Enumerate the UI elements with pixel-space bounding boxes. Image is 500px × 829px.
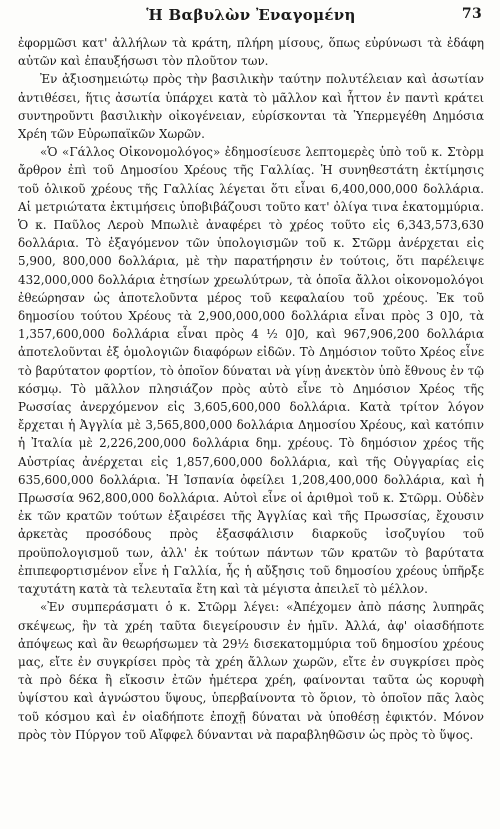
running-header bbox=[18, 6, 484, 26]
body-text bbox=[18, 34, 484, 744]
paragraph: Ἐν ἀξιοσημειώτῳ πρὸς τὴν βασιλικὴν ταύτην πολυτέλειαν καὶ ἀσωτίαν ἀντιθέσει, ἥτις ἀσωτία ὑπάρχει κατὰ τὸ μᾶλλον καὶ ἧττον ἐν παντὶ κράτει συντηροῦντι βασιλικὴν οἰκογένειαν, εὑρίσκονται τὰ Ὑπερμεγέθη Δημόσια Χρέη τῶν Εὐρωπαϊκῶν Χωρῶν. bbox=[18, 72, 484, 142]
running-title: Ἡ Βαβυλὼν Ἐναγομένη bbox=[146, 6, 356, 24]
paragraph-continuation: ἐφορμῶσι κατ' ἀλλήλων τὰ κράτη, πλήρη μίσους, ὅπως εὐρύνωσι τὰ ἐδάφη αὐτῶν καὶ ἐπαυξήσωσι τὸν πλοῦτον των. bbox=[18, 36, 484, 69]
paragraph-conclusion: «Ἐν συμπεράσματι ὁ κ. Στῶρμ λέγει: «Ἀπέχομεν ἀπὸ πάσης λυπηρᾶς σκέψεως, ἣν τὰ χρέη ταῦτα διεγείρουσιν ἐν ἡμῖν. Ἀλλά, ἀφ' οἱασδήποτε ἀπόψεως καὶ ἂν θεωρήσωμεν τὰ 29½ δισεκατομμύρια τοῦ δημοσίου χρέους μας, εἴτε ἐν συγκρίσει πρὸς τὰ χρέη ἄλλων χωρῶν, εἴτε ἐν συγκρίσει πρὸς τὰ πρὸ δέκα ἢ εἴκοσιν ἐτῶν ἡμέτερα χρέη, φαίνονται ταῦτα ὡς κορυφὴ ὑψίστου καὶ ἀγνώστου ὕψους, ὑπερβαίνοντα τὸ ὅριον, τὸ ὁποῖον πᾶς λαὸς τοῦ κόσμου καὶ ἐν οἱαδήποτε ἐποχῇ δύναται νὰ ὑποθέσῃ ἐφικτόν. Μόνον πρὸς τὸν Πύργον τοῦ Αἴφφελ δύνανται νὰ παραβληθῶσιν ὡς πρὸς τὸ ὕψος. bbox=[18, 600, 484, 742]
page-number: 73 bbox=[461, 6, 482, 22]
paragraph-quote: «Ὁ «Γάλλος Οἰκονομολόγος» ἐδημοσίευσε λεπτομερὲς ὑπὸ τοῦ κ. Στὸρμ ἄρθρον ἐπὶ τοῦ Δημοσίου Χρέους τῆς Γαλλίας. Ἡ συνηθεστάτη ἐκτίμησις τοῦ ὁλικοῦ χρέους τῆς Γαλλίας λέγεται ὅτι εἶναι 6,400,000,000 δολλάρια. Αἱ μετριώτατα ἐκτιμήσεις ὑποβιβάζουσι τοῦτο κατ' ὀλίγα τινα ἑκατομμύρια. Ὁ κ. Παῦλος Λεροὺ Μπωλιὲ ἀναφέρει τὸ χρέος τοῦτο εἰς 6,343,573,630 δολλάρια. Τὸ ἐξαγόμενον τῶν ὑπολογισμῶν τοῦ κ. Στῶρμ ἀνέρχεται εἰς 5,900, 800,000 δολλάρια, μὲ τὴν παρατήρησιν ἐν τούτοις, ὅτι παρέλειψε 432,000,000 δολλάρια ἐτησίων χρεωλύτρων, τὰ ὁποῖα ἄλλοι οἰκονομολόγοι ἐθεώρησαν ὡς ἀποτελοῦντα μέρος τοῦ κεφαλαίου τοῦ χρέους. Ἐκ τοῦ δημοσίου τούτου Χρέους τὰ 2,900,000,000 δολλάρια εἶναι πρὸς 3 0]0, τὰ 1,357,600,000 δολλάρια εἶναι πρὸς 4 ½ 0]0, καὶ 967,906,200 δολλάρια ἀποτελοῦνται ἐξ ὁμολογιῶν διαφόρων εἰδῶν. Τὸ Δημόσιον τοῦτο Χρέος εἶνε τὸ βαρύτατον φορτίον, τὸ ὁποῖον δύναται νὰ γίνῃ ἀνεκτὸν ὑπὸ ἔθνους ἐν τῷ κόσμῳ. Τὸ μᾶλλον πλησιάζον πρὸς αὐτὸ εἶνε τὸ Δημόσιον Χρέος τῆς Ρωσσίας ἀνερχόμενον εἰς 3,605,600,000 δολλάρια. Κατὰ τρίτον λόγον ἔρχεται ἡ Ἀγγλία μὲ 3,565,800,000 δολλάρια Δημοσίου Χρέους, καὶ κατόπιν ἡ Ἰταλία μὲ 2,226,200,000 δολλάρια δημ. χρέους. Τὸ δημόσιον χρέος τῆς Αὐστρίας ἀνέρχεται εἰς 1,857,600,000 δολλάρια, καὶ τῆς Οὐγγαρίας εἰς 635,600,000 δολλάρια. Ἡ Ἱσπανία ὀφείλει 1,208,400,000 δολλάρια, καὶ ἡ Πρωσσία 962,800,000 δολλάρια. Αὐτοὶ εἶνε οἱ ἀριθμοὶ τοῦ κ. Στῶρμ. Οὐδὲν ἐκ τῶν κρατῶν τούτων ἐξαιρέσει τῆς Ἀγγλίας καὶ τῆς Πρωσσίας, ἔχουσιν ἀρκετὰς προσόδους πρὸς ἐξασφάλισιν διαρκοῦς ἰσοζυγίου τοῦ προϋπολογισμοῦ των, ἀλλ' ἐκ τούτων πάντων τῶν κρατῶν τὸ βαρύτατα ἐπιπεφορτισμένον εἶνε ἡ Γαλλία, ἧς ἡ αὔξησις τοῦ δημοσίου χρέους ὑπῆρξε ταχυτάτη κατὰ τὰ τελευταῖα ἔτη καὶ τὰ μέγιστα ἀπειλεῖ τὸ μέλλον. bbox=[18, 145, 484, 597]
